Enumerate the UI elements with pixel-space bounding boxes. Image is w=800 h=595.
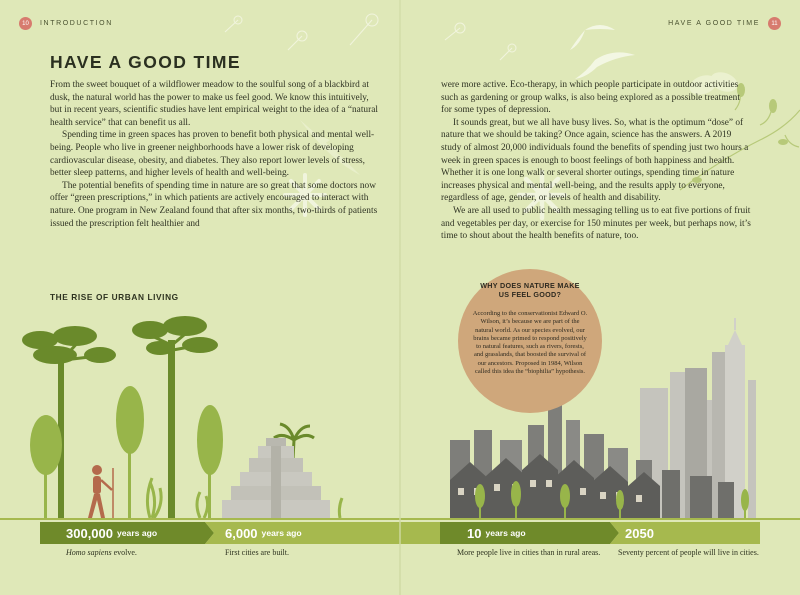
paragraph: It sounds great, but we all have busy lives. So, what is the optimum “dose” of nature that we should be taking? Once again, science has the answers. A 2019 study of almost 20,000 individuals found the benefits of spending just two hours a week in green spaces is enough to boost feelings of both happiness and health. Whether it is one long walk or several shorter outings, spending time in nature increases physical and mental well-being, and the results apply to everyone, regardless of age, gender, or levels of health and disability. (441, 117, 749, 204)
right-page-number: 11 (768, 17, 781, 30)
right-folio (668, 17, 781, 30)
timeline-value: 10 (467, 525, 482, 541)
paragraph: The potential benefits of spending time in nature are so great that some doctors now offer “green prescriptions,” in which patients are actively encouraged to interact with nature. One program in New Zealand found that after six months, two-thirds of patients issued the prescription felt healthier and (50, 180, 378, 229)
timeline-label-4 (625, 524, 658, 542)
left-folio (19, 17, 113, 30)
timeline-unit: years ago (117, 528, 158, 538)
timeline-unit: years ago (261, 528, 302, 538)
right-text-column (441, 79, 753, 243)
left-text-column (50, 79, 380, 230)
caption-text: evolve. (111, 548, 137, 557)
page-gutter (399, 0, 401, 595)
caption-text: First cities are built. (225, 548, 289, 557)
infographic-title: THE RISE OF URBAN LIVING (50, 292, 179, 302)
paragraph: We are all used to public health messaging telling us to eat five portions of fruit and vegetables per day, or exercise for 150 minutes per week, but perhaps now, it’s time to shout about the health benefits of nature, too. (441, 205, 751, 242)
paragraph: From the sweet bouquet of a wildflower meadow to the soulful song of a blackbird at dusk, the natural world has the power to make us feel good. We know this intuitively, but in recent years, scientific studies have lent empirical weight to the idea of a “natural health service” that can benefit us all. (50, 80, 378, 128)
timeline-caption-4 (618, 548, 759, 557)
paragraph: were more active. Eco-therapy, in which people participate in outdoor activities such as gardening or group walks, is also being explored as a possible treatment for some types of depression. (441, 80, 740, 116)
early-human-figure (88, 465, 113, 518)
bird-silhouettes-decoration (570, 25, 635, 79)
timeline-caption-3 (457, 548, 600, 557)
sidebar-title: WHY DOES NATURE MAKE US FEEL GOOD? (480, 281, 580, 299)
right-running-head: HAVE A GOOD TIME (668, 20, 760, 27)
paragraph: Spending time in green spaces has proven to benefit both physical and mental well-being. People who live in greener neighborhoods have a lower risk of developing cardiovascular disease, obesity, and diabetes. They also report lower levels of stress, better sleep patterns, and higher levels of health and well-being. (50, 130, 375, 179)
stepped-pyramid-illustration (222, 438, 330, 518)
caption-text: More people live in cities than in rural areas. (457, 548, 601, 557)
timeline-caption-1 (66, 548, 137, 557)
sidebar-body: According to the conservationist Edward O. Wilson, it’s because we are part of the natural world. As our species evolved, our brains became primed to respond positively to natural features, such as rivers, forests, and grasslands, that boosted the survival of our ancestors. Proposed in 1984, Wilson called this idea the “biophilia” hypothesis. (472, 310, 588, 376)
timeline-label-1 (66, 524, 157, 542)
timeline-unit: years ago (485, 528, 526, 538)
caption-italic: Homo sapiens (66, 548, 112, 557)
dandelion-seeds-decoration (225, 14, 516, 60)
article-title: HAVE A GOOD TIME (50, 52, 241, 72)
timeline-value: 2050 (625, 525, 654, 541)
timeline-label-3 (467, 524, 526, 542)
sidebar-bubble (458, 269, 602, 413)
left-page-number: 10 (19, 17, 32, 30)
timeline-caption-2 (225, 548, 289, 557)
timeline-value: 6,000 (225, 525, 258, 541)
left-running-head: INTRODUCTION (40, 20, 113, 27)
caption-text: Seventy percent of people will live in cities. (618, 548, 759, 557)
timeline-value: 300,000 (66, 525, 113, 541)
timeline-label-2 (225, 524, 302, 542)
